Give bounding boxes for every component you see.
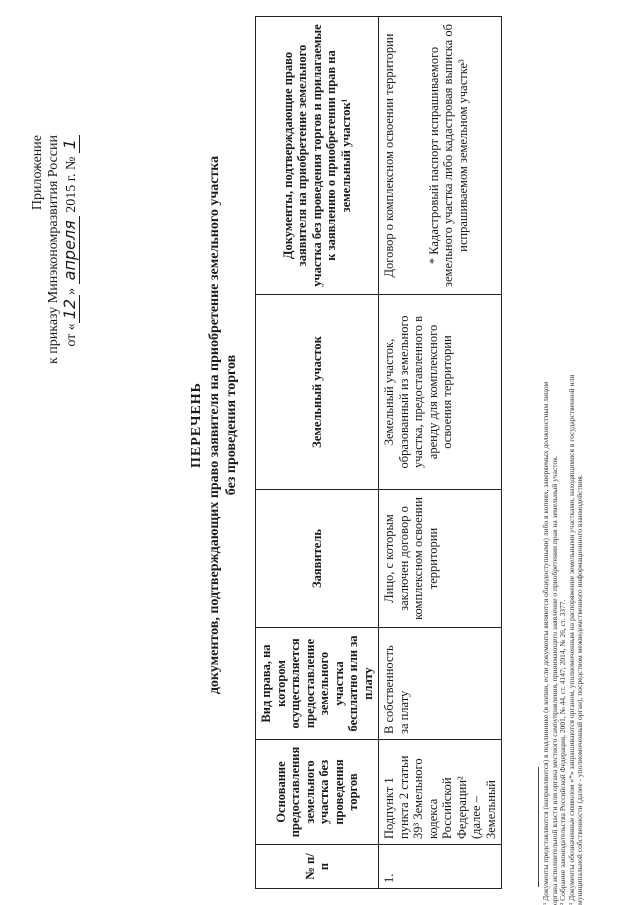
header-applicant: Заявитель bbox=[256, 490, 379, 628]
cell-number: 1. bbox=[379, 845, 502, 889]
header-number: № п/п bbox=[256, 845, 379, 889]
cell-land-plot: Земельный участок, образованный из земельного участка, предоставленного в аренду для комплексного освоения территории bbox=[379, 295, 502, 490]
cell-basis: Подпункт 1 пункта 2 статьи 39³ Земельного кодекса Российской Федерации² (далее – Земельный bbox=[379, 740, 502, 845]
table-header-row bbox=[256, 17, 379, 889]
documents-table bbox=[255, 16, 502, 889]
header-land-plot: Земельный участок bbox=[256, 295, 379, 490]
footnote-3-cont: муниципальной собственности (далее - уполномоченный орган), посредством межведомственного информационного взаимодействия. bbox=[575, 474, 584, 905]
header-basis: Основание предоставления земельного участка без проведения торгов bbox=[256, 740, 379, 845]
cell-documents bbox=[379, 17, 502, 295]
footnote-1: ¹ Документы представляются (направляются) в подлиннике (в копии, если документы являются общедоступными) либо в копиях, заверяемых должностным лицом bbox=[541, 381, 550, 905]
document-item-contract: Договор о комплексном освоении территории bbox=[382, 33, 396, 278]
footnote-separator bbox=[538, 767, 539, 887]
handwritten-order-number: 1 bbox=[60, 135, 80, 153]
handwritten-day: 12 bbox=[60, 295, 80, 323]
date-mid: » bbox=[64, 287, 79, 295]
heading-line-2: без проведения торгов bbox=[224, 354, 239, 496]
cell-applicant: Лицо, с которым заключен договор о комплексном освоении территории bbox=[379, 490, 502, 628]
document-heading bbox=[188, 65, 240, 785]
footnote-3: ³ Документы обозначенные символом «*» запрашиваются органом, уполномоченным на распоряжение земельными участками, находящимися в государственной или bbox=[566, 374, 576, 905]
appendix-block bbox=[30, 135, 80, 905]
document-item-cadastral: * Кадастровый паспорт испрашиваемого земельного участка либо кадастровая выписка об испрашиваемом земельном участке³ bbox=[426, 24, 470, 287]
cell-right-type: В собственность за плату bbox=[379, 628, 502, 740]
heading-title: ПЕРЕЧЕНЬ bbox=[189, 382, 204, 468]
handwritten-month: апреля bbox=[60, 216, 80, 284]
header-right-type: Вид права, на котором осуществляется предоставление земельного участка бесплатно или за плату bbox=[256, 628, 379, 740]
footnote-2: ² Собрание законодательства Российской Федерации, 2001, № 44, ст. 4147; 2014, № 26, ст. 3377. bbox=[558, 599, 567, 905]
footnote-1-cont: органа исполнительной власти или органа местного самоуправления, принимающего заявление о приобретении прав на земельный участок. bbox=[549, 455, 559, 905]
appendix-order-ref: к приказу Минэкономразвития России bbox=[46, 135, 61, 365]
header-documents: Документы, подтверждающие право заявителя на приобретение земельного участка без проведения торгов и прилагаемые к заявлению о приобретении прав на земельный участок¹ bbox=[256, 17, 379, 295]
table-row bbox=[379, 17, 502, 889]
date-year: 2015 г. № bbox=[64, 156, 79, 213]
appendix-date-line bbox=[62, 135, 80, 905]
date-prefix: от « bbox=[64, 323, 79, 347]
appendix-title: Приложение bbox=[30, 135, 45, 211]
footnotes bbox=[538, 0, 585, 905]
heading-line-1: документов, подтверждающих право заявителя на приобретение земельного участка bbox=[207, 155, 222, 695]
